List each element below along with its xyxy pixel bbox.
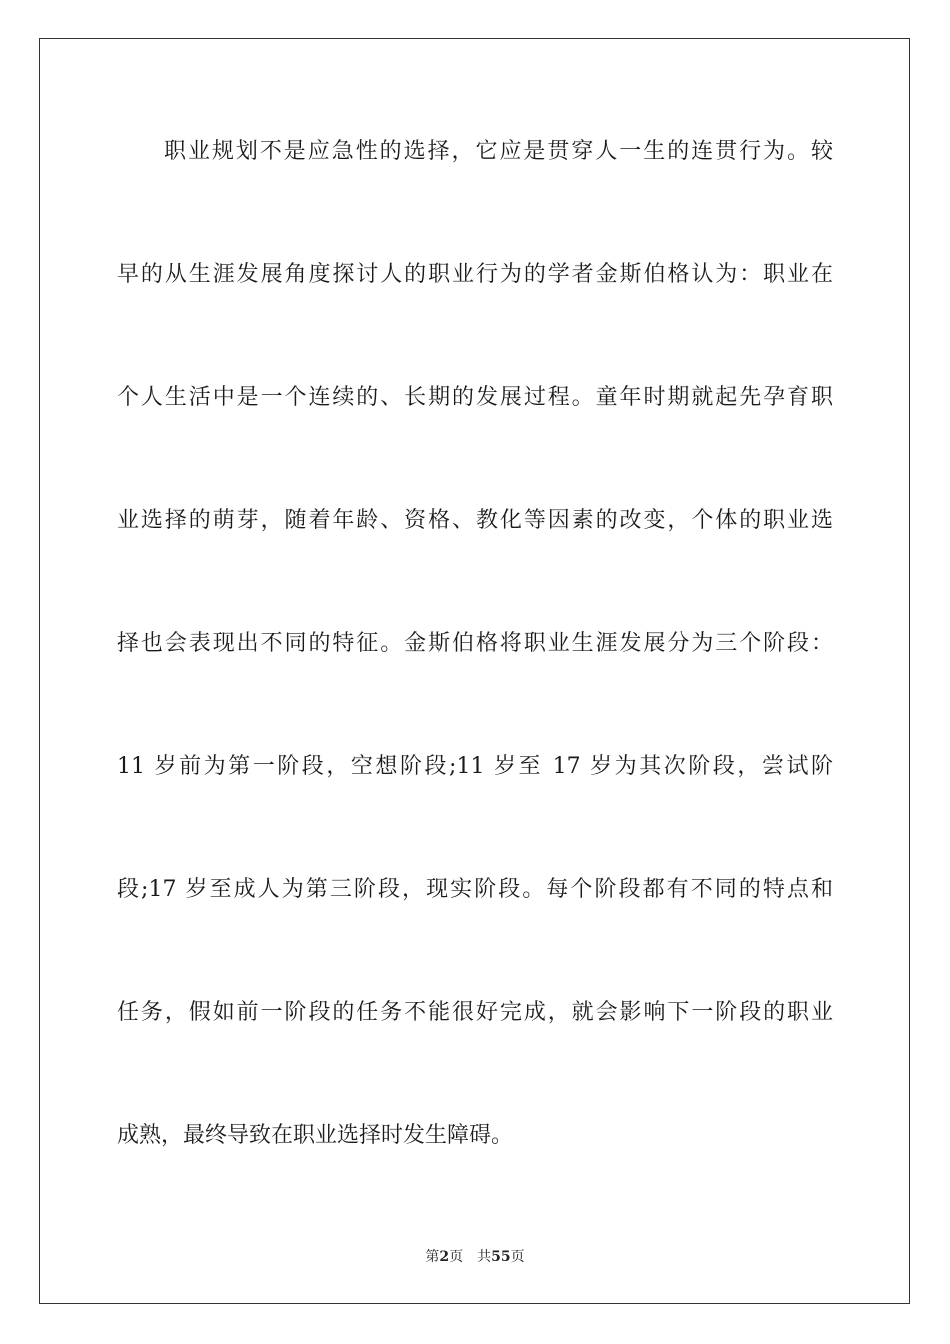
paragraph-line-1: 职业规划不是应急性的选择，它应是贯穿人一生的连贯行为。较 xyxy=(164,139,833,164)
paragraph-line-6: 11 岁前为第一阶段，空想阶段;11 岁至 17 岁为其次阶段，尝试阶 xyxy=(117,754,833,779)
paragraph-line-8: 任务，假如前一阶段的任务不能很好完成，就会影响下一阶段的职业 xyxy=(117,1000,833,1025)
page-footer xyxy=(0,1246,950,1266)
paragraph-line-5: 择也会表现出不同的特征。金斯伯格将职业生涯发展分为三个阶段： xyxy=(117,631,833,656)
total-pages: 55 xyxy=(491,1249,511,1265)
total-suffix: 页 xyxy=(510,1249,525,1265)
paragraph-line-4: 业选择的萌芽，随着年龄、资格、教化等因素的改变，个体的职业选 xyxy=(117,508,833,533)
paragraph-line-7: 段;17 岁至成人为第三阶段，现实阶段。每个阶段都有不同的特点和 xyxy=(117,877,833,902)
paragraph-line-2: 早的从生涯发展角度探讨人的职业行为的学者金斯伯格认为：职业在 xyxy=(117,262,833,287)
page-prefix: 第 xyxy=(425,1249,440,1265)
paragraph-line-3: 个人生活中是一个连续的、长期的发展过程。童年时期就起先孕育职 xyxy=(117,385,833,410)
page-suffix: 页 xyxy=(449,1249,464,1265)
total-prefix: 共 xyxy=(477,1249,492,1265)
page-number: 2 xyxy=(439,1249,450,1265)
document-body xyxy=(117,121,833,1167)
paragraph-line-9: 成熟，最终导致在职业选择时发生障碍。 xyxy=(117,1123,514,1148)
